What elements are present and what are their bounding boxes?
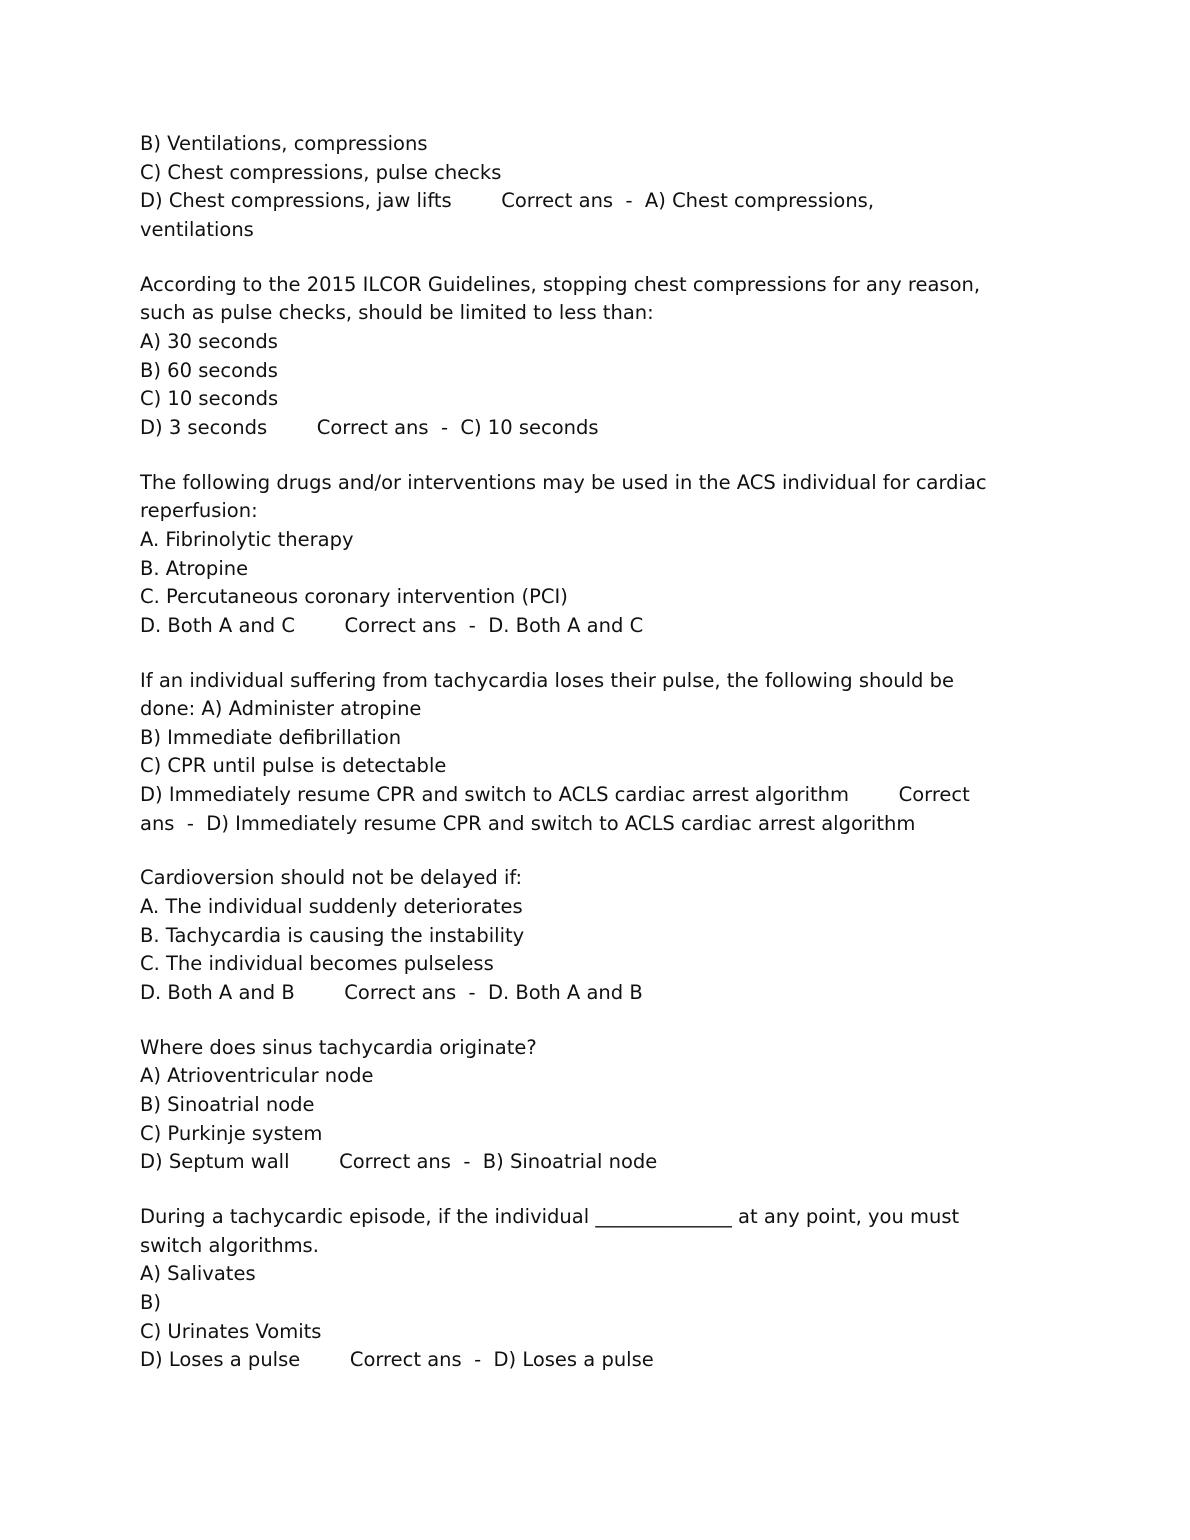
text-line: The following drugs and/or interventions may be used in the ACS individual for cardiac [140, 470, 987, 494]
text-line: C) Chest compressions, pulse checks [140, 160, 502, 184]
text-line: D. Both A and B Correct ans - D. Both A and B [140, 981, 643, 1005]
text-line: switch algorithms. [140, 1233, 319, 1257]
text-line: Cardioversion should not be delayed if: [140, 866, 523, 890]
text-line: C) CPR until pulse is detectable [140, 754, 447, 778]
text-line: ans - D) Immediately resume CPR and switch to ACLS cardiac arrest algorithm [140, 811, 916, 835]
text-line: D) 3 seconds Correct ans - C) 10 seconds [140, 415, 599, 439]
question-block [140, 667, 1050, 839]
text-line: ventilations [140, 217, 254, 241]
text-line: A. Fibrinolytic therapy [140, 527, 354, 551]
text-line: C. The individual becomes pulseless [140, 952, 494, 976]
question-block [140, 271, 1050, 443]
text-line: D) Chest compressions, jaw lifts Correct ans - A) Chest compressions, [140, 189, 875, 213]
document-body [140, 130, 1050, 1375]
text-line: C. Percutaneous coronary intervention (PCI) [140, 585, 568, 609]
text-line: C) 10 seconds [140, 387, 279, 411]
text-line: D) Septum wall Correct ans - B) Sinoatrial node [140, 1150, 658, 1174]
text-line: B) Immediate defibrillation [140, 725, 402, 749]
text-line: During a tachycardic episode, if the individual ______________ at any point, you must [140, 1205, 960, 1228]
text-line: such as pulse checks, should be limited to less than: [140, 301, 654, 325]
text-line: D) Loses a pulse Correct ans - D) Loses a pulse [140, 1348, 654, 1372]
text-line: B) Sinoatrial node [140, 1093, 315, 1117]
text-line: B) 60 seconds [140, 358, 278, 382]
text-line: reperfusion: [140, 499, 258, 523]
text-line: B) Ventilations, compressions [140, 132, 428, 155]
text-line: A. The individual suddenly deteriorates [140, 895, 523, 919]
text-line: According to the 2015 ILCOR Guidelines, stopping chest compressions for any reason, [140, 272, 981, 296]
text-line: done: A) Administer atropine [140, 697, 422, 721]
text-line: Where does sinus tachycardia originate? [140, 1035, 537, 1059]
text-line: A) Salivates [140, 1262, 256, 1286]
text-line: A) 30 seconds [140, 329, 278, 353]
question-block [140, 469, 1050, 641]
question-block [140, 1203, 1050, 1375]
text-line: C) Purkinje system [140, 1121, 323, 1145]
text-line: D) Immediately resume CPR and switch to ACLS cardiac arrest algorithm Correct [140, 783, 970, 807]
question-block [140, 130, 1050, 245]
question-block [140, 1034, 1050, 1177]
text-line: A) Atrioventricular node [140, 1064, 374, 1088]
text-line: B. Atropine [140, 556, 249, 580]
question-block [140, 864, 1050, 1007]
text-line: B. Tachycardia is causing the instability [140, 923, 525, 947]
text-line: C) Urinates Vomits [140, 1319, 322, 1343]
text-line: If an individual suffering from tachycardia loses their pulse, the following should be [140, 668, 955, 692]
text-line: B) [140, 1290, 161, 1314]
text-line: D. Both A and C Correct ans - D. Both A and C [140, 613, 644, 637]
